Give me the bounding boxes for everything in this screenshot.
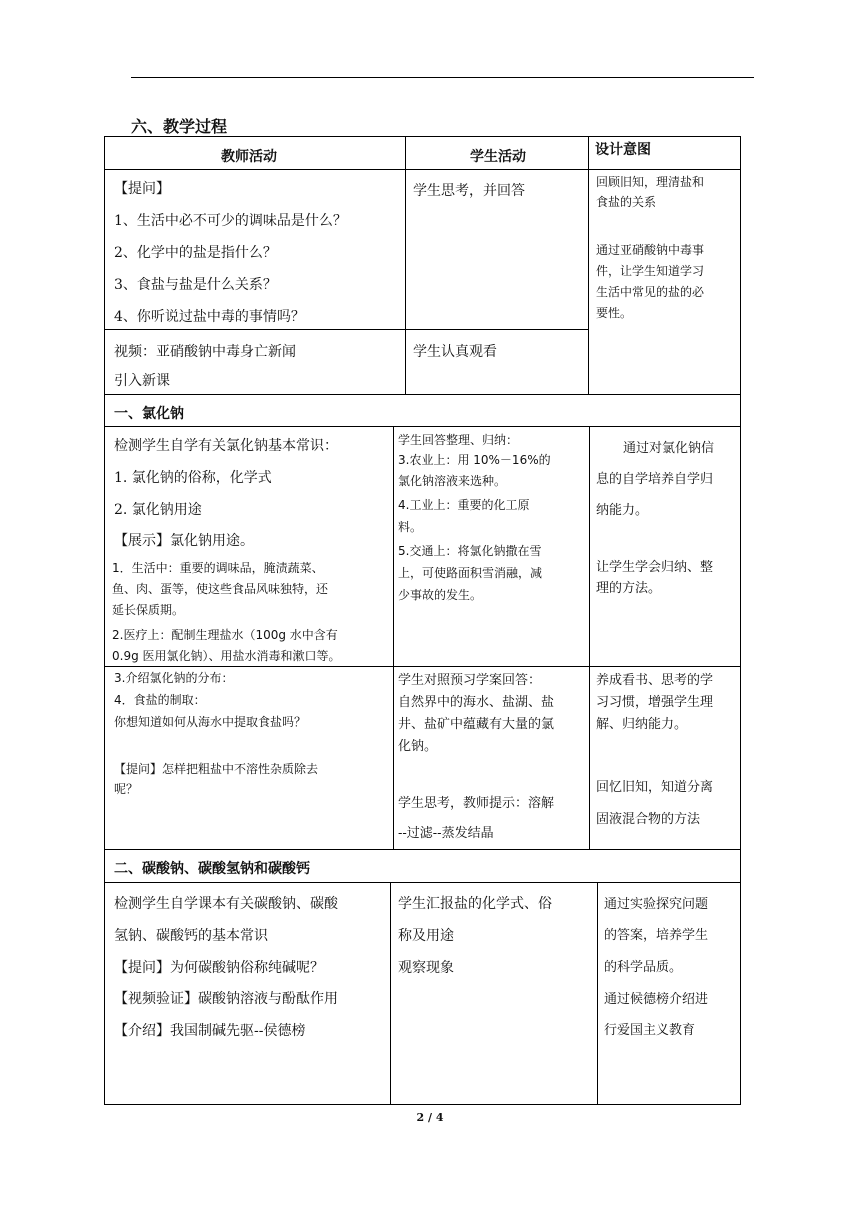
row1-design-line: 回顾旧知，理清盐和 (596, 175, 705, 189)
row4-design-line: 回忆旧知，知道分离 (596, 780, 714, 795)
header-rule (131, 77, 754, 78)
row4-design-line: 固液混合物的方法 (596, 812, 701, 827)
row4-student-line: --过滤--蒸发结晶 (398, 826, 494, 841)
section-title: 一、氯化钠 (114, 406, 184, 422)
row4-student-line: 自然界中的海水、盐湖、盐 (398, 695, 555, 710)
row4-teacher-line: 【提问】怎样把粗盐中不溶性杂质除去 (114, 762, 319, 776)
row3-student-line: 氯化钠溶液来选种。 (398, 474, 507, 488)
row1-teacher-line: 4、你听说过盐中毒的事情吗？ (114, 309, 305, 325)
row1-student: 学生思考，并回答 (413, 183, 525, 199)
row3-teacher-line: 2.医疗上：配制生理盐水（100g 水中含有 (112, 628, 338, 642)
row4-student-line: 化钠。 (398, 739, 438, 754)
row5-design-line: 通过实验探究问题 (604, 897, 709, 912)
row3-design-line: 理的方法。 (596, 581, 662, 596)
row4-teacher-line: 呢？ (114, 782, 139, 796)
row4-design-line: 习习惯，增强学生理 (596, 695, 714, 710)
row3-teacher-line: 1．生活中：重要的调味品，腌渍蔬菜、 (112, 561, 324, 575)
table-cell (390, 882, 598, 1105)
row4-student-line: 学生思考，教师提示：溶解 (398, 796, 555, 811)
row4-teacher-line: 4．食盐的制取： (114, 693, 206, 707)
row5-design-line: 的答案，培养学生 (604, 928, 709, 943)
row3-teacher-line: 鱼、肉、蛋等，使这些食品风味独特，还 (112, 582, 329, 596)
row1-design-line: 通过亚硝酸钠中毒事 (596, 243, 705, 257)
row3-design-line: 通过对氯化钠信 (623, 441, 715, 456)
row4-design-line: 养成看书、思考的学 (596, 673, 714, 688)
row5-teacher-line: 氢钠、碳酸钙的基本常识 (114, 928, 268, 944)
row1-design-line: 件，让学生知道学习 (596, 264, 705, 278)
row5-teacher-line: 【提问】为何碳酸钠俗称纯碱呢？ (114, 960, 324, 976)
row5-design-line: 通过候德榜介绍进 (604, 992, 709, 1007)
row5-design-line: 行爱国主义教育 (604, 1023, 696, 1038)
section-heading: 六、教学过程 (131, 117, 228, 136)
section-title: 二、碳酸钠、碳酸氢钠和碳酸钙 (114, 861, 310, 877)
row4-student-line: 井、盐矿中蕴藏有大量的氯 (398, 717, 555, 732)
row3-student-line: 4.工业上：重要的化工原 (398, 498, 530, 512)
row5-teacher-line: 【视频验证】碳酸钠溶液与酚酞作用 (114, 991, 338, 1007)
row5-student-line: 学生汇报盐的化学式、俗 (398, 896, 552, 912)
row5-design-line: 的科学品质。 (604, 960, 683, 975)
row5-teacher-line: 【介绍】我国制碱先驱--侯德榜 (114, 1023, 306, 1039)
row3-student-line: 上，可使路面积雪消融，减 (398, 566, 543, 580)
row1-design-line: 生活中常见的盐的必 (596, 285, 705, 299)
row3-student-line: 少事故的发生。 (398, 588, 483, 602)
row3-teacher-line: 延长保质期。 (112, 603, 185, 617)
header-teacher: 教师活动 (221, 149, 277, 165)
row1-teacher-line: 【提问】 (114, 181, 170, 197)
header-student: 学生活动 (470, 149, 526, 165)
row2-teacher-line: 引入新课 (114, 373, 170, 389)
row3-student-line: 3.农业上：用 10%－16%的 (398, 453, 551, 467)
row1-teacher-line: 1、生活中必不可少的调味品是什么？ (114, 213, 347, 229)
page-number: 2 / 4 (416, 1111, 444, 1124)
row3-student-line: 学生回答整理、归纳： (398, 433, 519, 447)
row4-teacher-line: 你想知道如何从海水中提取食盐吗？ (114, 715, 307, 729)
row3-teacher-line: 检测学生自学有关氯化钠基本常识： (114, 438, 338, 454)
table-cell (104, 394, 741, 427)
row3-design-line: 息的自学培养自学归 (596, 472, 714, 487)
row3-teacher-line: 【展示】氯化钠用途。 (114, 533, 254, 549)
row2-teacher-line: 视频：亚硝酸钠中毒身亡新闻 (114, 344, 296, 360)
row1-design-line: 食盐的关系 (596, 195, 657, 209)
row5-student-line: 称及用途 (398, 928, 454, 944)
table-cell (589, 426, 741, 667)
table-cell (405, 329, 589, 395)
row3-teacher-line: 1. 氯化钠的俗称，化学式 (114, 470, 272, 486)
row3-design-line: 让学生学会归纳、整 (596, 560, 714, 575)
row3-student-line: 料。 (398, 520, 423, 534)
row3-design-line: 纳能力。 (596, 503, 649, 518)
header-design: 设计意图 (595, 142, 651, 158)
row4-design-line: 解、归纳能力。 (596, 717, 688, 732)
row2-student: 学生认真观看 (413, 344, 497, 360)
row3-student-line: 5.交通上：将氯化钠撒在雪 (398, 544, 542, 558)
row5-teacher-line: 检测学生自学课本有关碳酸钠、碳酸 (114, 896, 338, 912)
row5-student-line: 观察现象 (398, 960, 454, 976)
row3-teacher-line: 0.9g 医用氯化钠）、用盐水消毒和漱口等。 (112, 649, 341, 663)
row1-design-line: 要性。 (596, 306, 633, 320)
row3-teacher-line: 2. 氯化钠用途 (114, 502, 202, 518)
row4-student-line: 学生对照预习学案回答： (398, 673, 542, 688)
row1-teacher-line: 2、化学中的盐是指什么？ (114, 245, 277, 261)
row4-teacher-line: 3.介绍氯化钠的分布： (114, 671, 234, 685)
row1-teacher-line: 3、食盐与盐是什么关系？ (114, 277, 277, 293)
